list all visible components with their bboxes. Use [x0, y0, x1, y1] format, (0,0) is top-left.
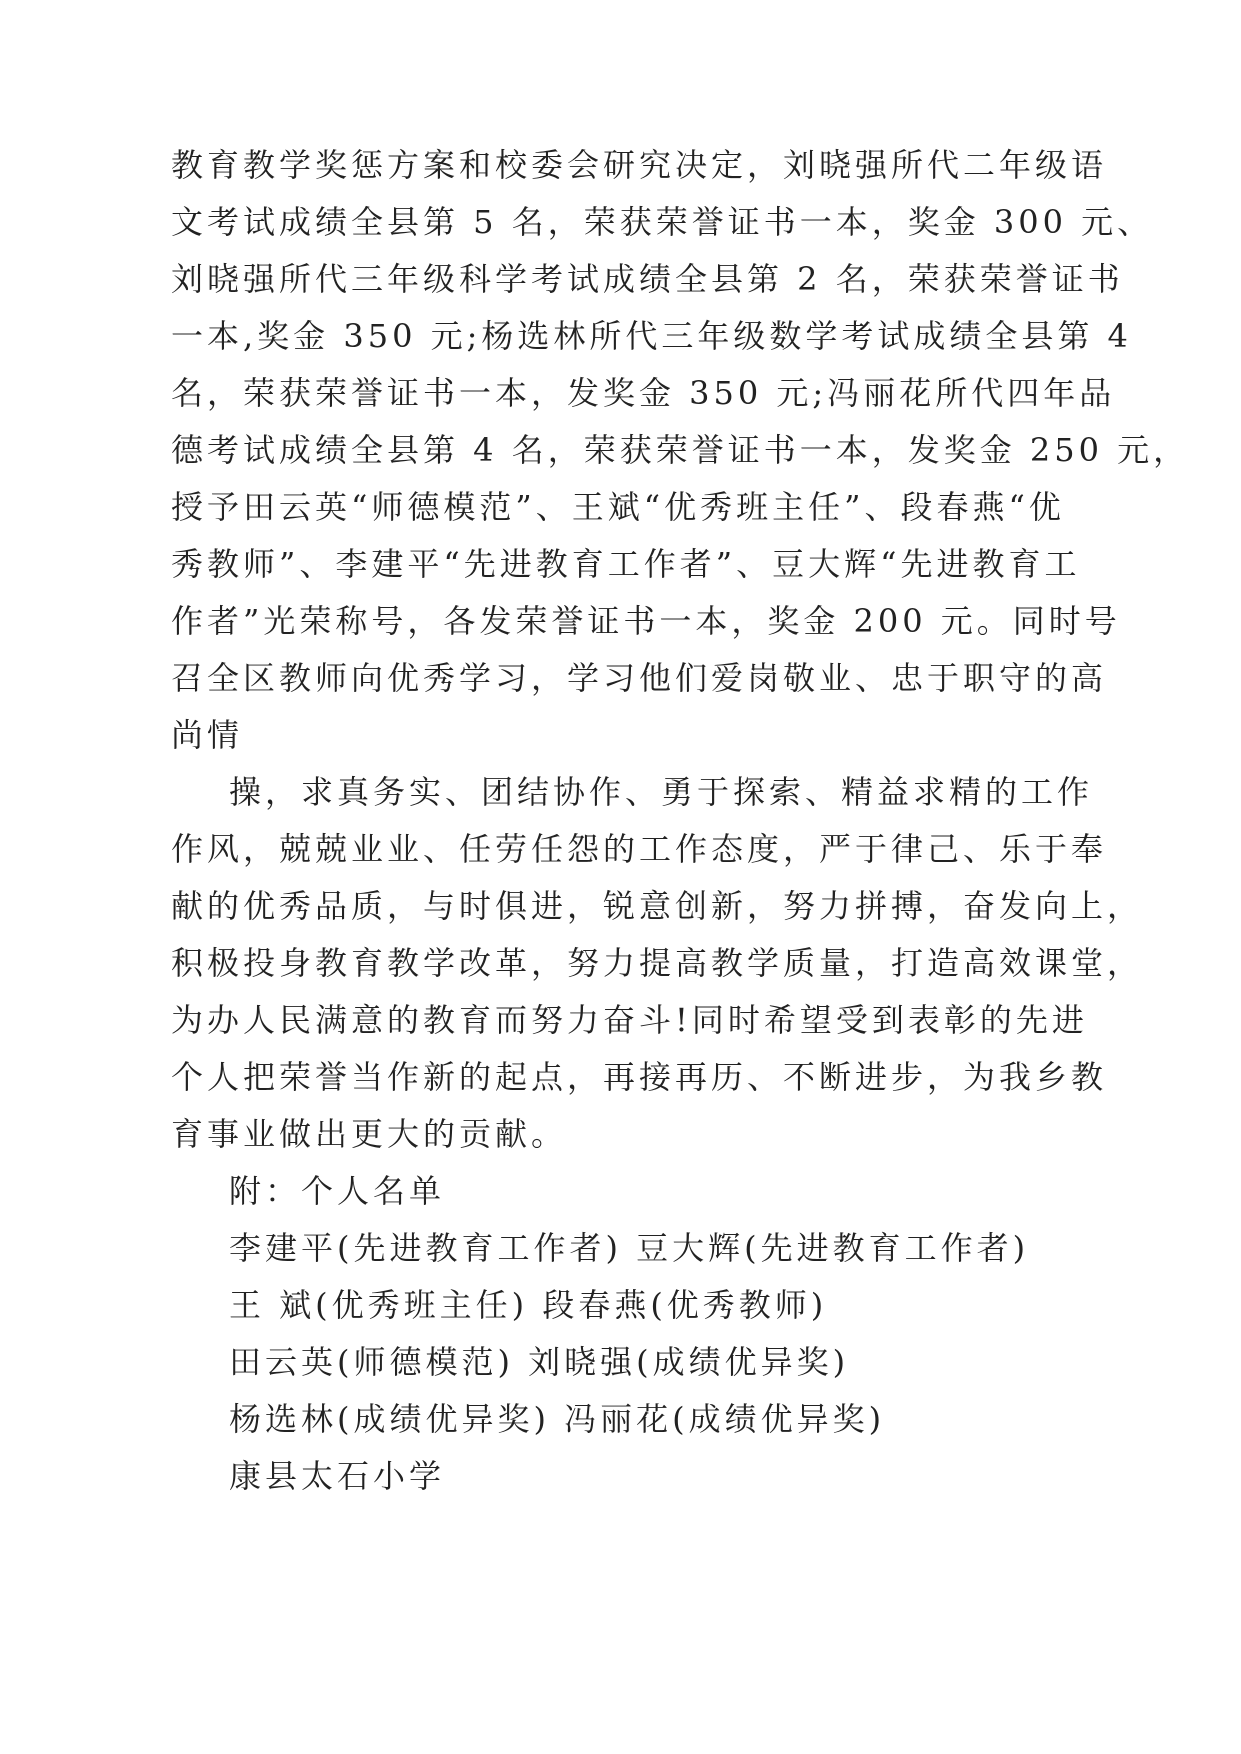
body-line-15: 积极投身教育教学改革，努力提高教学质量，打造高效课堂， [171, 944, 1144, 982]
name-list-row-2: 王 斌(优秀班主任) 段春燕(优秀教师) [229, 1286, 828, 1324]
body-line-18: 育事业做出更大的贡献。 [171, 1115, 568, 1153]
name-list-row-4: 杨选林(成绩优异奖) 冯丽花(成绩优异奖) [229, 1400, 886, 1438]
school-signature: 康县太石小学 [229, 1457, 446, 1495]
body-line-3: 刘晓强所代三年级科学考试成绩全县第 2 名，荣获荣誉证书 [171, 260, 1124, 298]
body-line-16: 为办人民满意的教育而努力奋斗!同时希望受到表彰的先进 [171, 1001, 1088, 1039]
appendix-heading: 附：个人名单 [229, 1172, 446, 1210]
name-list-row-3: 田云英(师德模范) 刘晓强(成绩优异奖) [229, 1343, 850, 1381]
body-line-14: 献的优秀品质，与时俱进，锐意创新，努力拼搏，奋发向上， [171, 887, 1144, 925]
body-line-12: 操，求真务实、团结协作、勇于探索、精益求精的工作 [229, 773, 1094, 811]
body-line-2: 文考试成绩全县第 5 名，荣获荣誉证书一本，奖金 300 元、 [171, 203, 1154, 241]
body-line-13: 作风，兢兢业业、任劳任怨的工作态度，严于律己、乐于奉 [171, 830, 1108, 868]
body-line-10: 召全区教师向优秀学习，学习他们爱岗敬业、忠于职守的高 [171, 659, 1108, 697]
body-line-6: 德考试成绩全县第 4 名，荣获荣誉证书一本，发奖金 250 元， [171, 431, 1190, 469]
body-line-8: 秀教师”、李建平“先进教育工作者”、豆大辉“先进教育工 [171, 545, 1081, 583]
body-line-9: 作者”光荣称号，各发荣誉证书一本，奖金 200 元。同时号 [171, 602, 1121, 640]
body-line-1: 教育教学奖惩方案和校委会研究决定，刘晓强所代二年级语 [171, 146, 1108, 184]
body-line-5: 名，荣获荣誉证书一本，发奖金 350 元;冯丽花所代四年品 [171, 374, 1116, 412]
name-list-row-1: 李建平(先进教育工作者) 豆大辉(先进教育工作者) [229, 1229, 1030, 1267]
body-line-4: 一本,奖金 350 元;杨选林所代三年级数学考试成绩全县第 4 [171, 317, 1132, 355]
body-line-7: 授予田云英“师德模范”、王斌“优秀班主任”、段春燕“优 [171, 488, 1065, 526]
body-line-17: 个人把荣誉当作新的起点，再接再历、不断进步，为我乡教 [171, 1058, 1108, 1096]
body-line-11: 尚情 [171, 716, 244, 754]
